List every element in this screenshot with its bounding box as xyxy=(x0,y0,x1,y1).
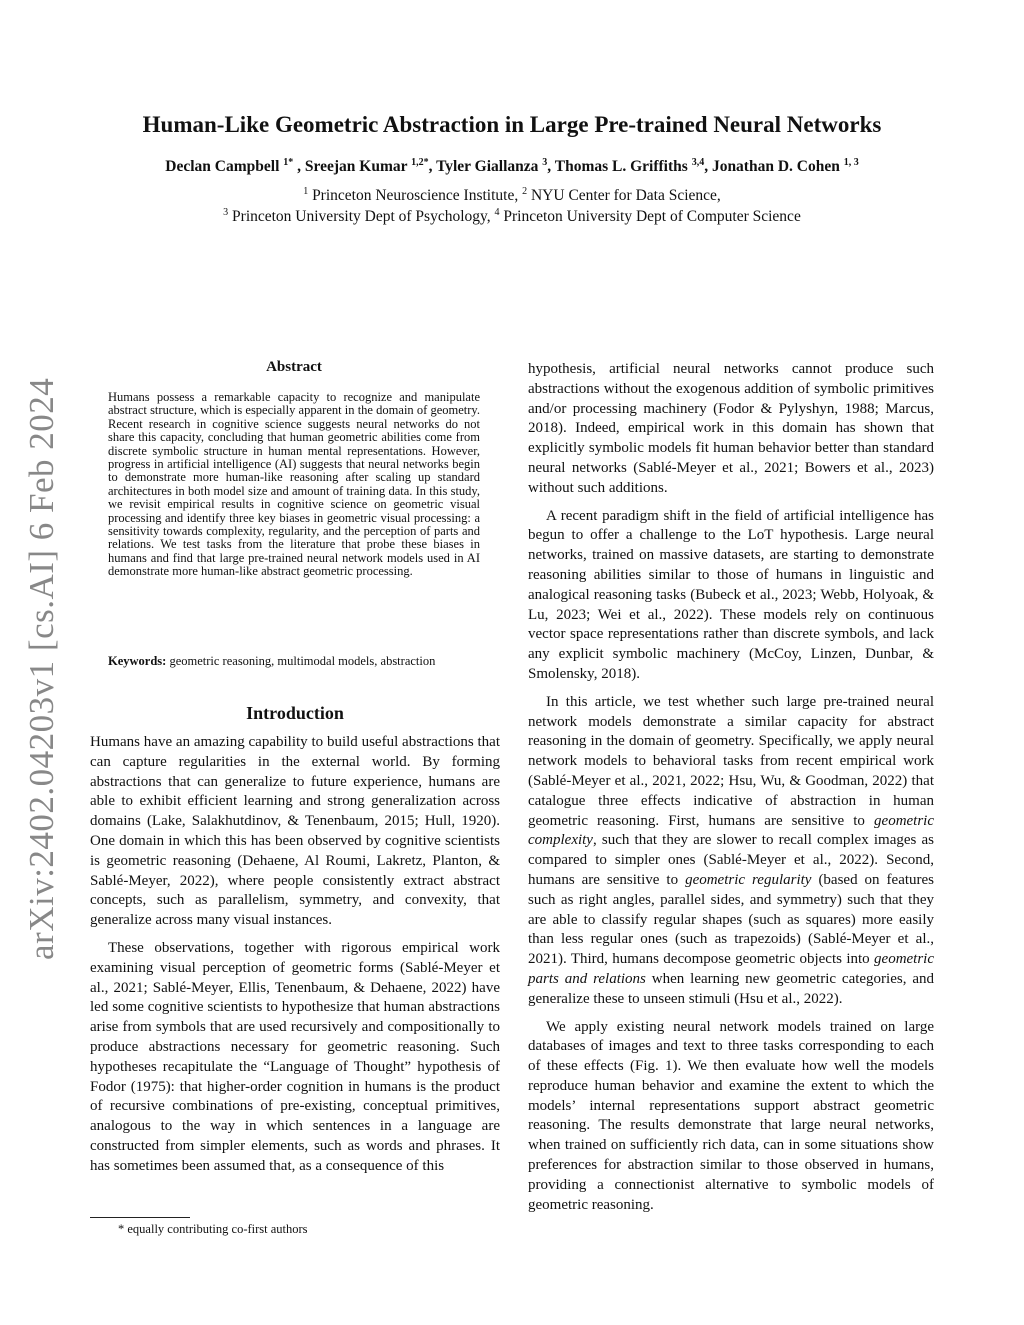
right-column xyxy=(528,360,934,1215)
author-name: Jonathan D. Cohen xyxy=(711,158,840,176)
author-name: Declan Campbell xyxy=(165,158,280,176)
affiliation: Princeton Neuroscience Institute, xyxy=(312,187,519,205)
author-affiliation-mark: 3 xyxy=(542,157,548,168)
paragraph: Humans have an amazing capability to build useful abstractions that can capture regularities in the external world. By forming abstractions that can generalize to future experience, humans are able to exhibit efficient learning and strong generalization across domains (Lake, Salakhutdinov, & Tenenbaum, 2015; Hull, 1920). One domain in which this has been observed by cognitive scientists is geometric reasoning (Dehaene, Al Roumi, Lakretz, Planton, & Sablé-Meyer, 2022), where people consistently extract abstract concepts, such as parallelism, symmetry, and convexity, that generalize across many visual instances. xyxy=(90,734,500,929)
author-affiliation-mark: 1, 3 xyxy=(843,157,859,168)
abstract-heading: Abstract xyxy=(266,359,322,375)
left-column xyxy=(90,733,500,1177)
text-run: In this article, we test whether such large pre-trained neural network models demonstrate a similar capacity for abstract reasoning in the domain of geometry. Specifically, we apply neural network models to behavioral tasks from recent empirical work (Sablé-Meyer et al., 2021, 2022; Hsu, Wu, & Goodman, 2022) that catalogue three effects indicative of abstraction in human geometric reasoning. First, humans are sensitive to xyxy=(528,693,934,829)
paragraph: hypothesis, artificial neural networks cannot produce such abstractions without the exogenous addition of symbolic primitives and/or processing machinery (Fodor & Pylyshyn, 1988; Marcus, 2018). Indeed, empirical work in this domain has shown that explicitly symbolic models fit human behavior better than standard neural networks (Sablé-Meyer et al., 2021; Bowers et al., 2023) without such additions. xyxy=(528,361,934,496)
paper-title: Human-Like Geometric Abstraction in Large Pre-trained Neural Networks xyxy=(142,112,882,137)
arxiv-identifier: arXiv:2402.04203v1 [cs.AI] 6 Feb 2024 xyxy=(22,377,61,960)
author-name: Tyler Giallanza xyxy=(436,158,539,176)
affiliation-number: 2 xyxy=(522,186,528,197)
keywords-list: geometric reasoning, multimodal models, abstraction xyxy=(169,654,436,668)
paragraph xyxy=(528,693,934,1010)
author-affiliation-mark: 3,4 xyxy=(691,157,705,168)
affiliation-number: 3 xyxy=(223,207,229,218)
affiliation-number: 1 xyxy=(303,186,309,197)
author-affiliation-mark: 1,2* xyxy=(411,157,429,168)
abstract-body: Humans possess a remarkable capacity to recognize and manipulate abstract structure, which is especially apparent in the domain of geometry. Recent research in cognitive science suggests neural networks do not share this capacity, concluding that human geometric abilities come from discrete symbolic structure in human mental representations. However, progress in artificial intelligence (AI) suggests that neural networks begin to demonstrate more human-like reasoning after scaling up standard architectures in both model size and amount of training data. In this study, we revisit empirical results in cognitive science on geometric visual processing and identify three key biases in geometric visual processing: a sensitivity towards complexity, regularity, and the perception of parts and relations. We test tasks from the literature that probe these biases in humans and find that large pre-trained neural network models used in AI demonstrate more human-like abstract geometric processing. xyxy=(108,390,480,579)
keywords xyxy=(108,655,480,668)
footnote: * equally contributing co-first authors xyxy=(118,1222,308,1236)
emphasis: geometric complexity xyxy=(528,812,935,849)
affiliation-line-1 xyxy=(60,186,964,205)
author-name: Thomas L. Griffiths xyxy=(554,158,688,176)
affiliation-number: 4 xyxy=(494,207,500,218)
affiliation: Princeton University Dept of Psychology, xyxy=(232,208,491,226)
text-run: , such that they are slower to recall complex images as compared to simpler ones (Sablé-Meyer et al., 2022). Second, humans are sensitive to xyxy=(528,832,934,888)
paragraph: We apply existing neural network models trained on large databases of images and text to three tasks corresponding to each of these effects (Fig. 1). We then evaluate how well the models reproduce human behavior and examine the extent to which the models’ internal representations support abstract geometric reasoning. The results demonstrate that large neural networks, when trained on sufficiently rich data, can in some situations show preferences for abstraction similar to those observed in humans, providing a connectionist alternative to symbolic models of geometric reasoning. xyxy=(528,1018,934,1213)
text-run: when learning new geometric categories, and generalize these to unseen stimuli (Hsu et al., 2022). xyxy=(528,970,934,1007)
author-name: Sreejan Kumar xyxy=(304,158,408,176)
affiliation-line-2 xyxy=(60,207,964,226)
emphasis: geometric regularity xyxy=(685,871,812,888)
affiliation: Princeton University Dept of Computer Science xyxy=(503,208,801,226)
footnote-rule xyxy=(90,1217,190,1218)
affiliation: NYU Center for Data Science, xyxy=(530,187,721,205)
author-list: Declan Campbell $^{1*}$ , Sreejan Kumar $^{1,2*}$, Tyler Giallanza $^3$, Thomas L. Griffiths $^{3,4}$, Jonathan D. Cohen $^{1, 3}$ xyxy=(165,157,859,176)
author-affiliation-mark: 1* xyxy=(283,157,294,168)
keywords-label: Keywords: xyxy=(108,654,167,668)
paragraph: A recent paradigm shift in the field of artificial intelligence has begun to offer a challenge to the LoT hypothesis. Large neural networks, trained on massive datasets, are starting to demonstrate reasoning abilities similar to those of humans in linguistic and analogical reasoning tasks (Bubeck et al., 2023; Webb, Holyoak, & Lu, 2023; Wei et al., 2022). These models rely on continuous vector space representations rather than discrete symbols, and lack any explicit symbolic machinery (McCoy, Linzen, Dunbar, & Smolensky, 2018). xyxy=(528,507,934,682)
section-heading-introduction: Introduction xyxy=(246,703,344,723)
text-run: (based on features such as right angles, parallel sides, and symmetry) such that they are able to classify regular shapes (such as squares) more easily than less regular ones (such as trapezoids) (Sablé-Meyer et al., 2021). Third, humans decompose geometric objects into xyxy=(528,871,935,968)
paragraph: These observations, together with rigorous empirical work examining visual perception of geometric forms (Sablé-Meyer et al., 2021; Sablé-Meyer, Ellis, Tenenbaum, & Dehaene, 2022) have led some cognitive scientists to hypothesize that human abstractions arise from symbols that are used recursively and compositionally to produce abstractions necessary for geometric reasoning. Such hypotheses recapitulate the “Language of Thought” hypothesis of Fodor (1975): that higher-order cognition in humans is the product of recursive combinations of pre-existing, conceptual primitives, analogous to the way in which sentences in a language are constructed from simpler elements, such as words and phrases. It has sometimes been assumed that, as a consequence of this xyxy=(90,939,500,1174)
emphasis: geometric parts and relations xyxy=(528,951,935,987)
